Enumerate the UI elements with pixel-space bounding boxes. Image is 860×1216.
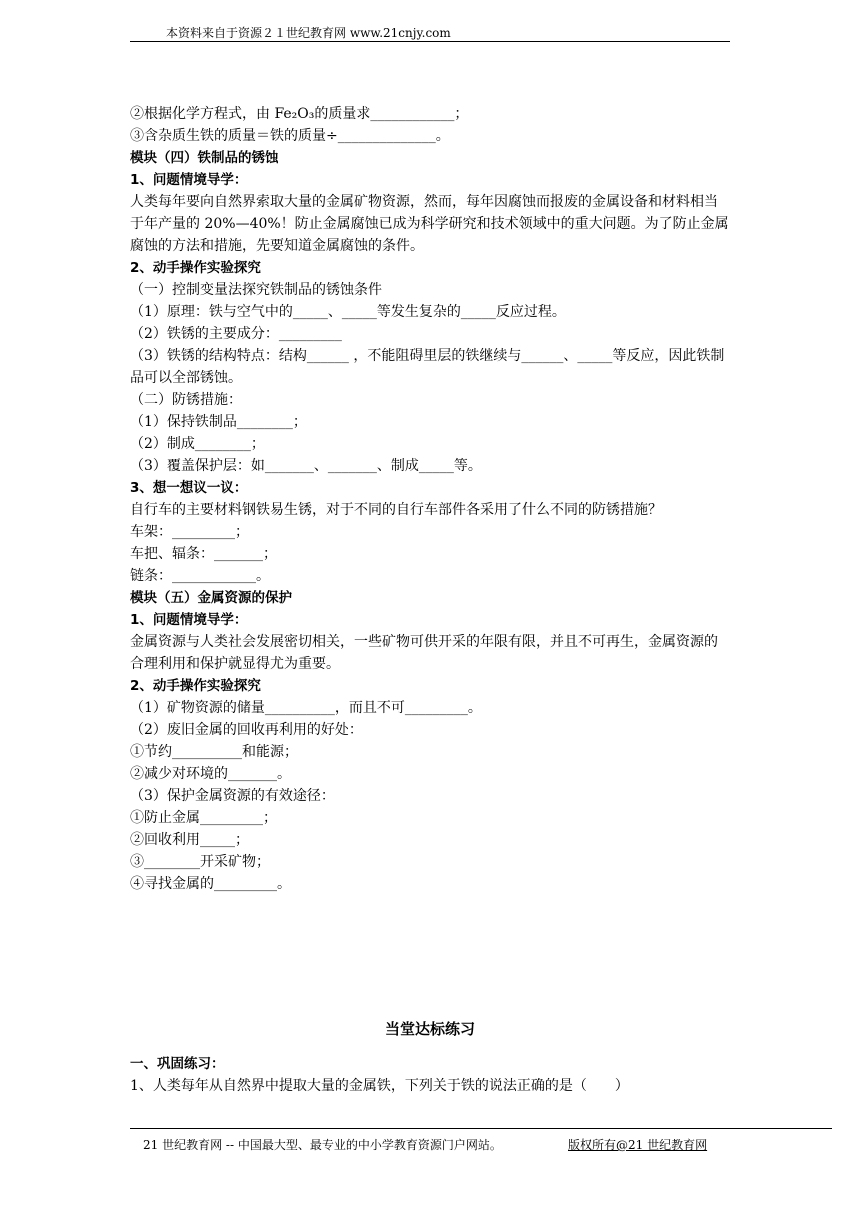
text-line: （1）原理：铁与空气中的_____、_____等发生复杂的_____反应过程。 — [130, 304, 566, 320]
heading-line: 1、问题情境导学： — [130, 612, 248, 628]
heading-line: 2、动手操作实验探究 — [130, 678, 261, 694]
text-line: ③________开采矿物； — [130, 854, 270, 870]
exercise-section — [130, 1053, 730, 1097]
text-line: （2）铁锈的主要成分：_________ — [130, 326, 342, 342]
text-line: ②减少对环境的_______。 — [130, 766, 291, 782]
heading-line: 一、巩固练习： — [130, 1056, 225, 1072]
text-line: ①防止金属_________； — [130, 810, 277, 826]
text-line: 车把、辐条：_______； — [130, 546, 277, 562]
heading-line: 2、动手操作实验探究 — [130, 260, 261, 276]
text-line: ③含杂质生铁的质量＝铁的质量÷______________。 — [130, 128, 450, 144]
text-line: （2）废旧金属的回收再利用的好处： — [130, 722, 363, 738]
text-line: （1）保持铁制品________； — [130, 414, 307, 430]
text-line: ④寻找金属的_________。 — [130, 876, 291, 892]
footer-divider — [130, 1128, 832, 1129]
footer-site-text: 21 世纪教育网 -- 中国最大型、最专业的中小学教育资源门户网站。 — [143, 1138, 502, 1152]
header-text: 本资料来自于资源２１世纪教育网 www.21cnjy.com — [166, 26, 451, 40]
heading-line: 1、问题情境导学： — [130, 172, 248, 188]
text-line: 1、人类每年从自然界中提取大量的金属铁，下列关于铁的说法正确的是（ ） — [130, 1078, 629, 1094]
text-line: ②回收利用_____； — [130, 832, 249, 848]
heading-line: 模块（四）铁制品的锈蚀 — [130, 150, 279, 166]
text-line: （1）矿物资源的储量__________，而且不可_________。 — [130, 700, 482, 716]
text-line: 车架：_________； — [130, 524, 249, 540]
text-line: ①节约__________和能源； — [130, 744, 298, 760]
text-line: 人类每年要向自然界索取大量的金属矿物资源，然而，每年因腐蚀而报废的金属设备和材料相当于年产量的 20%—40%！防止金属腐蚀已成为科学研究和技术领域中的重大问题。为了防止金属腐蚀的方法和措施，先要知道金属腐蚀的条件。 — [130, 194, 729, 254]
heading-line: 3、想一想议一议： — [130, 480, 248, 496]
text-line: 自行车的主要材料钢铁易生锈，对于不同的自行车部件各采用了什么不同的防锈措施？ — [130, 502, 662, 518]
text-line: （二）防锈措施： — [130, 392, 242, 408]
text-line: （2）制成________； — [130, 436, 265, 452]
text-line: （3）铁锈的结构特点：结构______ ，不能阻碍里层的铁继续与______、_____等反应，因此铁制品可以全部锈蚀。 — [130, 348, 725, 386]
text-line: （一）控制变量法探究铁制品的锈蚀条件 — [130, 282, 382, 298]
text-line: ②根据化学方程式，由 Fe₂O₃的质量求____________； — [130, 106, 469, 122]
text-line: （3）覆盖保护层：如_______、_______、制成_____等。 — [130, 458, 482, 474]
text-line: 链条：____________。 — [130, 568, 270, 584]
document-body — [130, 103, 730, 895]
section-title: 当堂达标练习 — [384, 1020, 475, 1038]
page-header — [130, 21, 730, 42]
footer-copyright-link[interactable]: 版权所有@21 世纪教育网 — [568, 1138, 708, 1152]
text-line: （3）保护金属资源的有效途径： — [130, 788, 335, 804]
text-line: 金属资源与人类社会发展密切相关，一些矿物可供开采的年限有限，并且不可再生，金属资源的合理利用和保护就显得尤为重要。 — [130, 634, 718, 672]
heading-line: 模块（五）金属资源的保护 — [130, 590, 292, 606]
